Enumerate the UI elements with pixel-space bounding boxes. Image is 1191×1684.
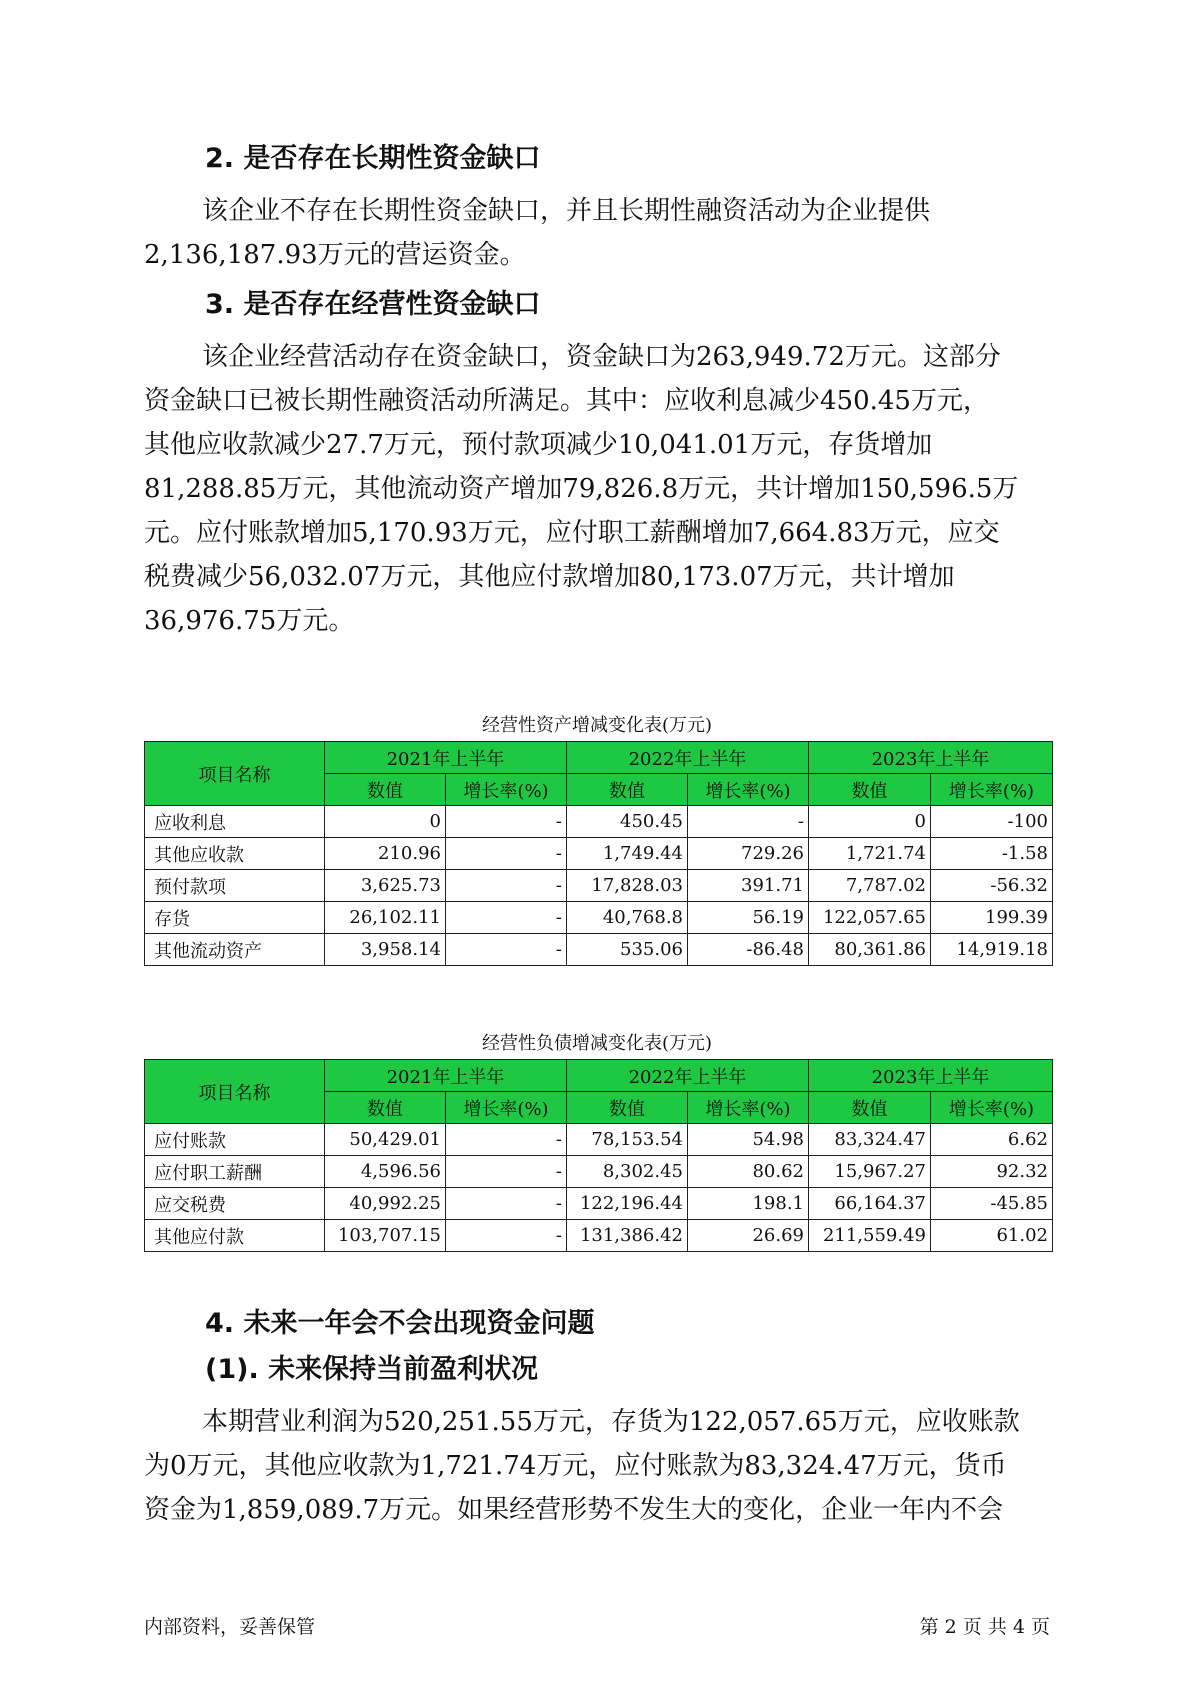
header-growth-rate: 增长率(%) bbox=[688, 774, 809, 806]
table-row bbox=[145, 1124, 1053, 1156]
row-label: 应交税费 bbox=[145, 1188, 325, 1220]
cell-growth: 729.26 bbox=[688, 838, 809, 870]
paragraph-forecast bbox=[144, 1400, 1050, 1532]
cell-value: 50,429.01 bbox=[325, 1124, 446, 1156]
paragraph-line: 资金为1,859,089.7万元。如果经营形势不发生大的变化，企业一年内不会 bbox=[144, 1495, 1004, 1525]
cell-value: 40,992.25 bbox=[325, 1188, 446, 1220]
header-value: 数值 bbox=[325, 1092, 446, 1124]
cell-growth: - bbox=[446, 1124, 567, 1156]
cell-growth: - bbox=[688, 806, 809, 838]
paragraph-line: 本期营业利润为520,251.55万元，存货为122,057.65万元，应收账款 bbox=[202, 1407, 1020, 1437]
header-value: 数值 bbox=[809, 774, 931, 806]
paragraph-line: 元。应付账款增加5,170.93万元，应付职工薪酬增加7,664.83万元，应交 bbox=[144, 518, 1000, 548]
heading-2: 2. 是否存在长期性资金缺口 bbox=[205, 143, 541, 174]
cell-growth: 6.62 bbox=[931, 1124, 1053, 1156]
cell-growth: -45.85 bbox=[931, 1188, 1053, 1220]
header-growth-rate: 增长率(%) bbox=[446, 774, 567, 806]
cell-growth: - bbox=[446, 838, 567, 870]
header-value: 数值 bbox=[325, 774, 446, 806]
cell-growth: 391.71 bbox=[688, 870, 809, 902]
cell-value: 450.45 bbox=[567, 806, 688, 838]
row-label: 应收利息 bbox=[145, 806, 325, 838]
cell-growth: -1.58 bbox=[931, 838, 1053, 870]
cell-growth: 80.62 bbox=[688, 1156, 809, 1188]
table-caption-liabilities: 经营性负债增减变化表(万元) bbox=[481, 1033, 713, 1054]
paragraph-line: 资金缺口已被长期性融资活动所满足。其中：应收利息减少450.45万元， bbox=[144, 386, 989, 416]
cell-growth: - bbox=[446, 902, 567, 934]
cell-value: 0 bbox=[809, 806, 931, 838]
heading-4-1: (1). 未来保持当前盈利状况 bbox=[205, 1354, 539, 1385]
cell-growth: - bbox=[446, 1220, 567, 1252]
paragraph-long-term-gap bbox=[144, 189, 1050, 277]
cell-growth: -86.48 bbox=[688, 934, 809, 966]
cell-growth: - bbox=[446, 934, 567, 966]
table-row bbox=[145, 1188, 1053, 1220]
table-row bbox=[145, 806, 1053, 838]
row-label: 存货 bbox=[145, 902, 325, 934]
cell-value: 78,153.54 bbox=[567, 1124, 688, 1156]
cell-value: 15,967.27 bbox=[809, 1156, 931, 1188]
table-row bbox=[145, 934, 1053, 966]
heading-4: 4. 未来一年会不会出现资金问题 bbox=[205, 1308, 595, 1339]
cell-growth: - bbox=[446, 870, 567, 902]
cell-value: 26,102.11 bbox=[325, 902, 446, 934]
paragraph-operating-gap bbox=[144, 335, 1050, 643]
cell-value: 122,196.44 bbox=[567, 1188, 688, 1220]
cell-value: 1,749.44 bbox=[567, 838, 688, 870]
header-value: 数值 bbox=[567, 1092, 688, 1124]
paragraph-line: 36,976.75万元。 bbox=[144, 606, 355, 636]
header-item-name: 项目名称 bbox=[145, 742, 325, 806]
cell-growth: 198.1 bbox=[688, 1188, 809, 1220]
cell-value: 8,302.45 bbox=[567, 1156, 688, 1188]
paragraph-line: 税费减少56,032.07万元，其他应付款增加80,173.07万元，共计增加 bbox=[144, 562, 955, 592]
cell-value: 535.06 bbox=[567, 934, 688, 966]
header-growth-rate: 增长率(%) bbox=[688, 1092, 809, 1124]
cell-value: 83,324.47 bbox=[809, 1124, 931, 1156]
cell-value: 211,559.49 bbox=[809, 1220, 931, 1252]
cell-value: 4,596.56 bbox=[325, 1156, 446, 1188]
header-period-2023: 2023年上半年 bbox=[809, 742, 1053, 774]
table-row bbox=[145, 870, 1053, 902]
paragraph-line: 2,136,187.93万元的营运资金。 bbox=[144, 240, 526, 270]
cell-growth: -100 bbox=[931, 806, 1053, 838]
cell-value: 17,828.03 bbox=[567, 870, 688, 902]
cell-growth: - bbox=[446, 806, 567, 838]
paragraph-line: 81,288.85万元，其他流动资产增加79,826.8万元，共计增加150,596.5万 bbox=[144, 474, 1019, 504]
cell-growth: - bbox=[446, 1156, 567, 1188]
row-label: 应付职工薪酬 bbox=[145, 1156, 325, 1188]
cell-value: 122,057.65 bbox=[809, 902, 931, 934]
cell-value: 80,361.86 bbox=[809, 934, 931, 966]
paragraph-line: 其他应收款减少27.7万元，预付款项减少10,041.01万元，存货增加 bbox=[144, 430, 933, 460]
paragraph-line: 为0万元，其他应收款为1,721.74万元，应付账款为83,324.47万元，货币 bbox=[144, 1451, 1007, 1481]
cell-growth: 56.19 bbox=[688, 902, 809, 934]
cell-growth: 61.02 bbox=[931, 1220, 1053, 1252]
cell-growth: 92.32 bbox=[931, 1156, 1053, 1188]
cell-growth: 199.39 bbox=[931, 902, 1053, 934]
table-row bbox=[145, 1220, 1053, 1252]
table-row bbox=[145, 902, 1053, 934]
cell-value: 0 bbox=[325, 806, 446, 838]
header-period-2022: 2022年上半年 bbox=[567, 1060, 809, 1092]
cell-value: 1,721.74 bbox=[809, 838, 931, 870]
cell-value: 66,164.37 bbox=[809, 1188, 931, 1220]
cell-growth: -56.32 bbox=[931, 870, 1053, 902]
header-value: 数值 bbox=[567, 774, 688, 806]
paragraph-line: 该企业不存在长期性资金缺口，并且长期性融资活动为企业提供 bbox=[202, 196, 931, 226]
header-growth-rate: 增长率(%) bbox=[446, 1092, 567, 1124]
header-period-2021: 2021年上半年 bbox=[325, 742, 567, 774]
row-label: 预付款项 bbox=[145, 870, 325, 902]
operating-assets-table bbox=[144, 741, 1053, 966]
row-label: 应付账款 bbox=[145, 1124, 325, 1156]
cell-value: 40,768.8 bbox=[567, 902, 688, 934]
cell-value: 3,625.73 bbox=[325, 870, 446, 902]
cell-value: 103,707.15 bbox=[325, 1220, 446, 1252]
footer-page-number: 第 2 页 共 4 页 bbox=[919, 1616, 1050, 1638]
cell-growth: 26.69 bbox=[688, 1220, 809, 1252]
cell-growth: 54.98 bbox=[688, 1124, 809, 1156]
table-caption-assets: 经营性资产增减变化表(万元) bbox=[481, 715, 713, 736]
header-period-2022: 2022年上半年 bbox=[567, 742, 809, 774]
row-label: 其他应收款 bbox=[145, 838, 325, 870]
cell-growth: 14,919.18 bbox=[931, 934, 1053, 966]
cell-value: 131,386.42 bbox=[567, 1220, 688, 1252]
table-row bbox=[145, 838, 1053, 870]
header-period-2023: 2023年上半年 bbox=[809, 1060, 1053, 1092]
cell-growth: - bbox=[446, 1188, 567, 1220]
header-value: 数值 bbox=[809, 1092, 931, 1124]
header-period-2021: 2021年上半年 bbox=[325, 1060, 567, 1092]
header-item-name: 项目名称 bbox=[145, 1060, 325, 1124]
row-label: 其他流动资产 bbox=[145, 934, 325, 966]
cell-value: 3,958.14 bbox=[325, 934, 446, 966]
footer-confidential-note: 内部资料，妥善保管 bbox=[144, 1616, 316, 1638]
heading-3: 3. 是否存在经营性资金缺口 bbox=[205, 289, 541, 320]
table-row bbox=[145, 1156, 1053, 1188]
cell-value: 210.96 bbox=[325, 838, 446, 870]
header-growth-rate: 增长率(%) bbox=[931, 1092, 1053, 1124]
paragraph-line: 该企业经营活动存在资金缺口，资金缺口为263,949.72万元。这部分 bbox=[202, 342, 1001, 372]
row-label: 其他应付款 bbox=[145, 1220, 325, 1252]
header-growth-rate: 增长率(%) bbox=[931, 774, 1053, 806]
operating-liabilities-table bbox=[144, 1059, 1053, 1252]
cell-value: 7,787.02 bbox=[809, 870, 931, 902]
